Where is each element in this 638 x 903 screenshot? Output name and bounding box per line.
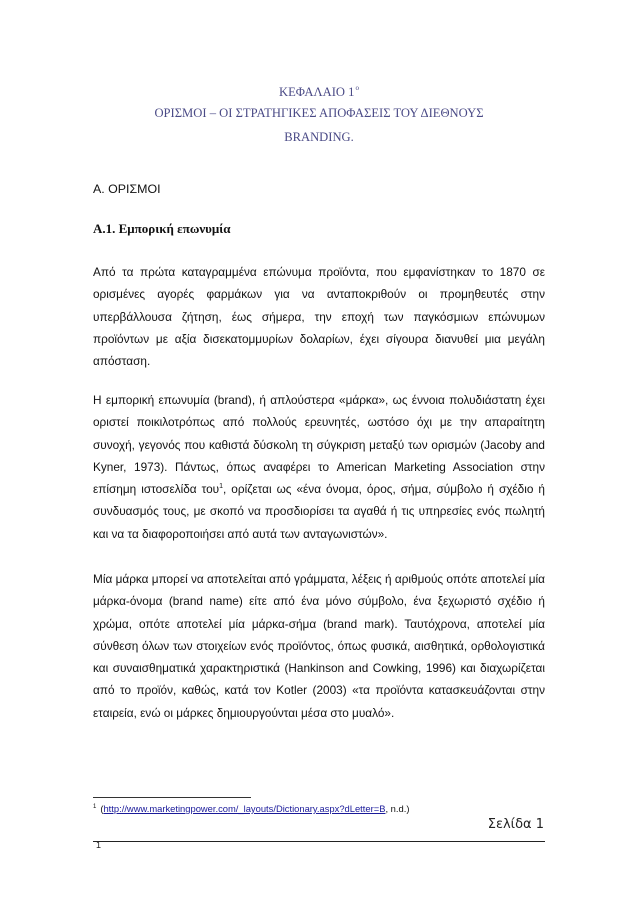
paragraph-3: Μία μάρκα μπορεί να αποτελείται από γράμματα, λέξεις ή αριθμούς οπότε αποτελεί μία μάρκα-όνομα (brand name) είτε από ένα μόνο σύμβολο, ένα ξεχωριστό σχέδιο ή χρώμα, οπότε αποτελεί μία μάρκα-σήμα (brand mark). Ταυτόχρονα, αποτελεί μία σύνθεση όλων των στοιχείων ενός προϊόντος, όπως φυσικά, αισθητικά, ορθολογιστικά και συναισθηματικά χαρακτηριστικά (Hankinson and Cowking, 1996) και διαχωρίζεται από το προϊόν, καθώς, κατά τον Kotler (2003) «τα προϊόντα κατασκευάζονται στην εταιρεία, ενώ οι μάρκες δημιουργούνται μέσα στο μυαλό».: [93, 572, 545, 720]
page-label: Σελίδα 1: [487, 817, 544, 832]
footnote-number: 1: [93, 804, 97, 810]
footnote-link[interactable]: http://www.marketingpower.com/_layouts/Dictionary.aspx?dLetter=B: [103, 803, 386, 814]
footnote-separator: [93, 797, 251, 798]
chapter-superscript: ο: [355, 84, 359, 92]
paragraph-1: Από τα πρώτα καταγραμμένα επώνυμα προϊόντα, που εμφανίστηκαν το 1870 σε ορισμένες αγορές φαρμάκων για να ανταποκριθούν οι προμηθευτές στην υπερβάλλουσα ζήτηση, έως σήμερα, την εποχή των παγκόσμιων επώνυμων προϊόντων με αξία δισεκατομμυρίων δολαρίων, έχει σίγουρα διανυθεί μια μεγάλη απόσταση.: [93, 265, 545, 369]
footnote-close: , n.d.): [385, 803, 410, 814]
paragraph-2-part-2: , ορίζεται ως «ένα όνομα, όρος, σήμα, σύμβολο ή σχέδιο ή συνδυασμός τους, με σκοπό να προσδιορίσει τα αγαθά ή τις υπηρεσίες ενός πωλητή και να τα διαφοροποιήσει από αυτά των ανταγωνιστών».: [93, 482, 545, 541]
chapter-title-line2: BRANDING.: [284, 130, 354, 144]
subsection-heading: Α.1. Εμπορική επωνυμία: [93, 221, 231, 236]
footnote-reference[interactable]: 1: [219, 483, 224, 491]
footnote: [93, 803, 409, 814]
section-heading: Α. ΟΡΙΣΜΟΙ: [93, 182, 161, 196]
page-number: 1: [96, 840, 102, 850]
paragraph-2-part-1: Η εμπορική επωνυμία (brand), ή απλούστερα «μάρκα», ως έννοια πολυδιάστατη έχει οριστεί ποικιλοτρόπως από πολλούς ερευνητές, ωστόσο όχι με την απαραίτητη συνοχή, γεγονός που καθιστά δύσκολη τη σύγκριση μεταξύ των ορισμών (Jacoby and Kyner, 1973). Πάντως, όπως αναφέρει το American Marketing Association στην επίσημη ιστοσελίδα του: [93, 393, 545, 497]
footnote-open: (: [100, 803, 104, 814]
chapter-title-line1: ΟΡΙΣΜΟΙ – ΟΙ ΣΤΡΑΤΗΓΙΚΕΣ ΑΠΟΦΑΣΕΙΣ ΤΟΥ ΔΙΕΘΝΟΥΣ: [154, 106, 484, 120]
chapter-label: [92, 84, 546, 100]
footer-rule: [93, 841, 545, 842]
chapter-label-text: ΚΕΦΑΛΑΙΟ 1: [279, 85, 355, 99]
paragraph-2: [93, 389, 545, 545]
